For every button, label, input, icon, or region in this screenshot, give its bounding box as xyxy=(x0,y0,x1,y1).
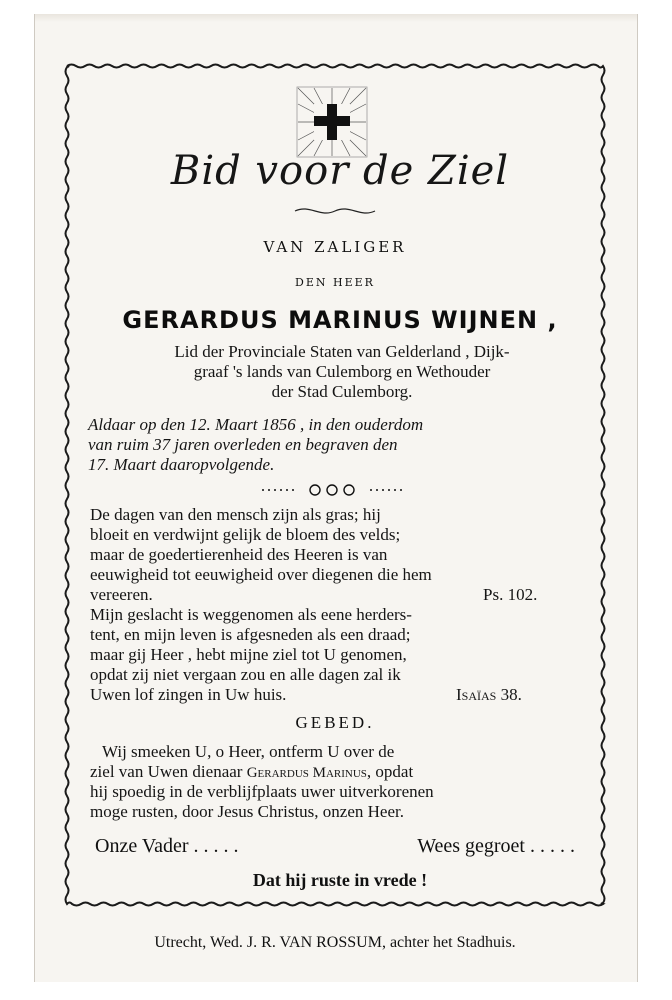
deceased-name: GERARDUS MARINUS WIJNEN , xyxy=(122,306,558,334)
titles-line-1: Lid der Provinciale Staten van Gelderland , Dijk- xyxy=(174,342,510,361)
prayer-onze-vader: Onze Vader . . . . . xyxy=(95,835,239,857)
gebed-line-4: moge rusten, door Jesus Christus, onzen Heer. xyxy=(90,802,404,821)
psalm-line-2: bloeit en verdwijnt gelijk de bloem des velds; xyxy=(90,525,401,544)
isaias-line-2: tent, en mijn leven is afgesneden als een draad; xyxy=(90,625,411,644)
isaias-line-1: Mijn geslacht is weggenomen als eene herders- xyxy=(90,605,412,624)
death-line-3: 17. Maart daaropvolgende. xyxy=(88,455,275,474)
gebed-line-2 xyxy=(90,762,413,782)
isaias-line-3: maar gij Heer , hebt mijne ziel tot U genomen, xyxy=(90,645,407,664)
titles-line-3: der Stad Culemborg. xyxy=(271,382,413,401)
isaias-line-5: Uwen lof zingen in Uw huis. xyxy=(90,685,287,704)
flourish-divider-icon xyxy=(290,204,380,218)
titles-line-2: graaf 's lands van Culemborg en Wethouder xyxy=(193,362,491,381)
psalm-line-5: vereeren. xyxy=(90,585,153,604)
prayer-wees-gegroet: Wees gegroet . . . . . xyxy=(417,835,575,857)
psalm-line-3: maar de goedertierenheid des Heeren is van xyxy=(90,545,388,564)
isaias-reference: Isaïas 38. xyxy=(456,685,522,704)
den-heer-heading: DEN HEER xyxy=(295,276,375,289)
psalm-reference: Ps. 102. xyxy=(483,585,538,604)
gebed-line-3: hij spoedig in de verblijfplaats uwer uitverkorenen xyxy=(90,782,434,801)
ornament-divider-icon xyxy=(257,481,407,499)
gebed-line-2-b: , opdat xyxy=(366,762,414,781)
psalm-line-4: eeuwigheid tot eeuwigheid over diegenen die hem xyxy=(90,565,432,584)
psalm-line-1-text: De dagen van den mensch zijn als gras; hij xyxy=(90,505,381,524)
gebed-line-2-a: ziel van Uwen dienaar xyxy=(90,762,243,781)
gebed-heading: GEBED. xyxy=(295,713,375,732)
isaias-line-4: opdat zij niet vergaan zou en alle dagen zal ik xyxy=(90,665,401,684)
psalm-line-1 xyxy=(90,505,578,525)
gebed-line-2-name: Gerardus Marinus xyxy=(246,765,367,781)
prayers-row xyxy=(95,835,575,858)
van-zaliger-heading: VAN ZALIGER xyxy=(263,238,407,256)
closing-rust-in-vrede: Dat hij ruste in vrede ! xyxy=(252,870,428,890)
printer-imprint: Utrecht, Wed. J. R. VAN ROSSUM, achter het Stadhuis. xyxy=(154,934,516,951)
death-line-1: Aldaar op den 12. Maart 1856 , in den ouderdom xyxy=(88,415,424,434)
heading-bid-voor-de-ziel: Bid voor de Ziel xyxy=(170,148,510,194)
gebed-line-1: Wij smeeken U, o Heer, ontferm U over de xyxy=(102,742,395,761)
death-line-2: van ruim 37 jaren overleden en begraven den xyxy=(88,435,398,454)
